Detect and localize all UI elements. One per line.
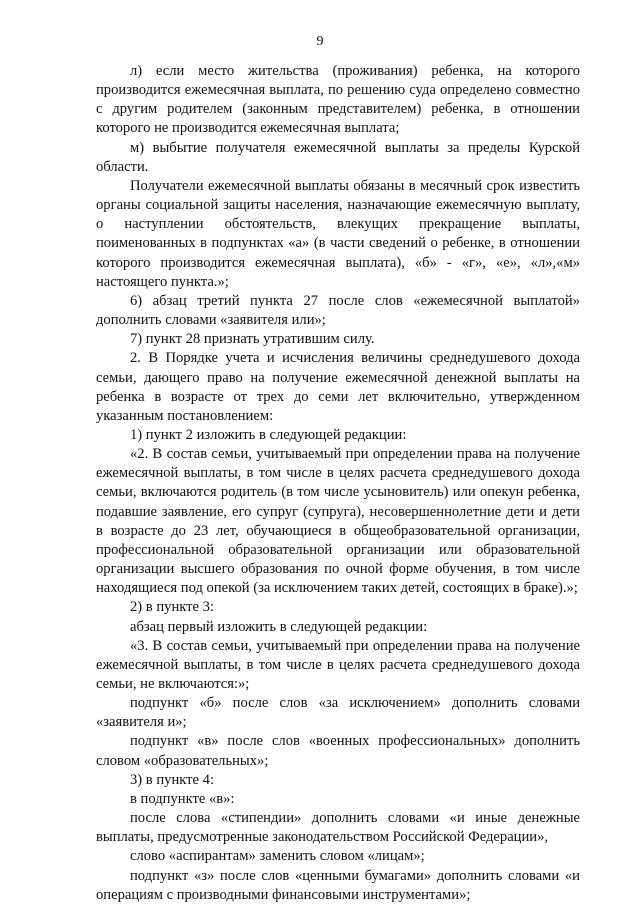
paragraph-sub-1: 1) пункт 2 изложить в следующей редакции: [130, 426, 407, 443]
paragraph-section-2: 2. В Порядке учета и исчисления величины среднедушевого дохода семьи, дающего право на получение ежемесячной денежной выплаты на ребенка в возрасте от трех до семи лет включительно, утвержденном указанным постановлением: [96, 350, 580, 424]
paragraph-in-subpoint-v: в подпункте «в»: [130, 790, 235, 807]
paragraph-subpoint-v: подпункт «в» после слов «военных профессиональных» дополнить словом «образовательных»; [96, 733, 580, 769]
paragraph-stipend: после слова «стипендии» дополнить словами «и иные денежные выплаты, предусмотренные законодательством Российской Федерации», [96, 810, 580, 846]
paragraph-sub-3: 3) в пункте 4: [130, 771, 215, 788]
paragraph-m: м) выбытие получателя ежемесячной выплаты за пределы Курской области. [96, 139, 580, 175]
document-body [96, 62, 580, 905]
paragraph-first-abzac: абзац первый изложить в следующей редакции: [130, 618, 428, 635]
paragraph-new-point-3: «3. В состав семьи, учитываемый при определении права на получение ежемесячной выплаты, в том числе в целях расчета среднедушевого дохода семьи, не включаются:»; [96, 637, 580, 692]
paragraph-item-6: 6) абзац третий пункта 27 после слов «ежемесячной выплатой» дополнить словами «заявителя или»; [96, 292, 580, 329]
paragraph-aspirants: слово «аспирантам» заменить словом «лицам»; [130, 848, 425, 865]
paragraph-new-point-2: «2. В состав семьи, учитываемый при определении права на получение ежемесячной выплаты, в том числе в целях расчета среднедушевого дохода семьи, включаются родитель (в том числе усыновитель) или опекун ребенка, подавшие заявление, его супруг (супруга), несовершеннолетние дети и дети в возрасте до 23 лет, обучающиеся в общеобразовательной организации, профессиональной образовательной организации или образовательной организации высшего образования по очной форме обучения, в том числе находящиеся под опекой (за исключением таких детей, состоящих в браке).»; [96, 446, 580, 597]
page-number: 9 [316, 34, 324, 49]
paragraph-item-7: 7) пункт 28 признать утратившим силу. [130, 331, 375, 348]
paragraph-subpoint-b: подпункт «б» после слов «за исключением» дополнить словами «заявителя и»; [96, 695, 580, 731]
paragraph-l: л) если место жительства (проживания) ребенка, на которого производится ежемесячная выплата, по решению суда определено совместно с другим родителем (законным представителем) ребенка, в отношении которого не производится ежемесячная выплата; [96, 63, 580, 137]
paragraph-subpoint-z: подпункт «з» после слов «ценными бумагами» дополнить словами «и операциям с производными финансовыми инструментами»; [96, 867, 580, 903]
paragraph-recipients-obligation: Получатели ежемесячной выплаты обязаны в месячный срок известить органы социальной защиты населения, назначающие ежемесячную выплату, о наступлении обстоятельств, влекущих прекращение выплаты, поименованных в подпунктах «а» (в части сведений о ребенке, в отношении которого производится ежемесячная выплата), «б» - «г», «е», «л»,«м» настоящего пункта.»; [96, 177, 580, 290]
paragraph-sub-2: 2) в пункте 3: [130, 599, 215, 616]
